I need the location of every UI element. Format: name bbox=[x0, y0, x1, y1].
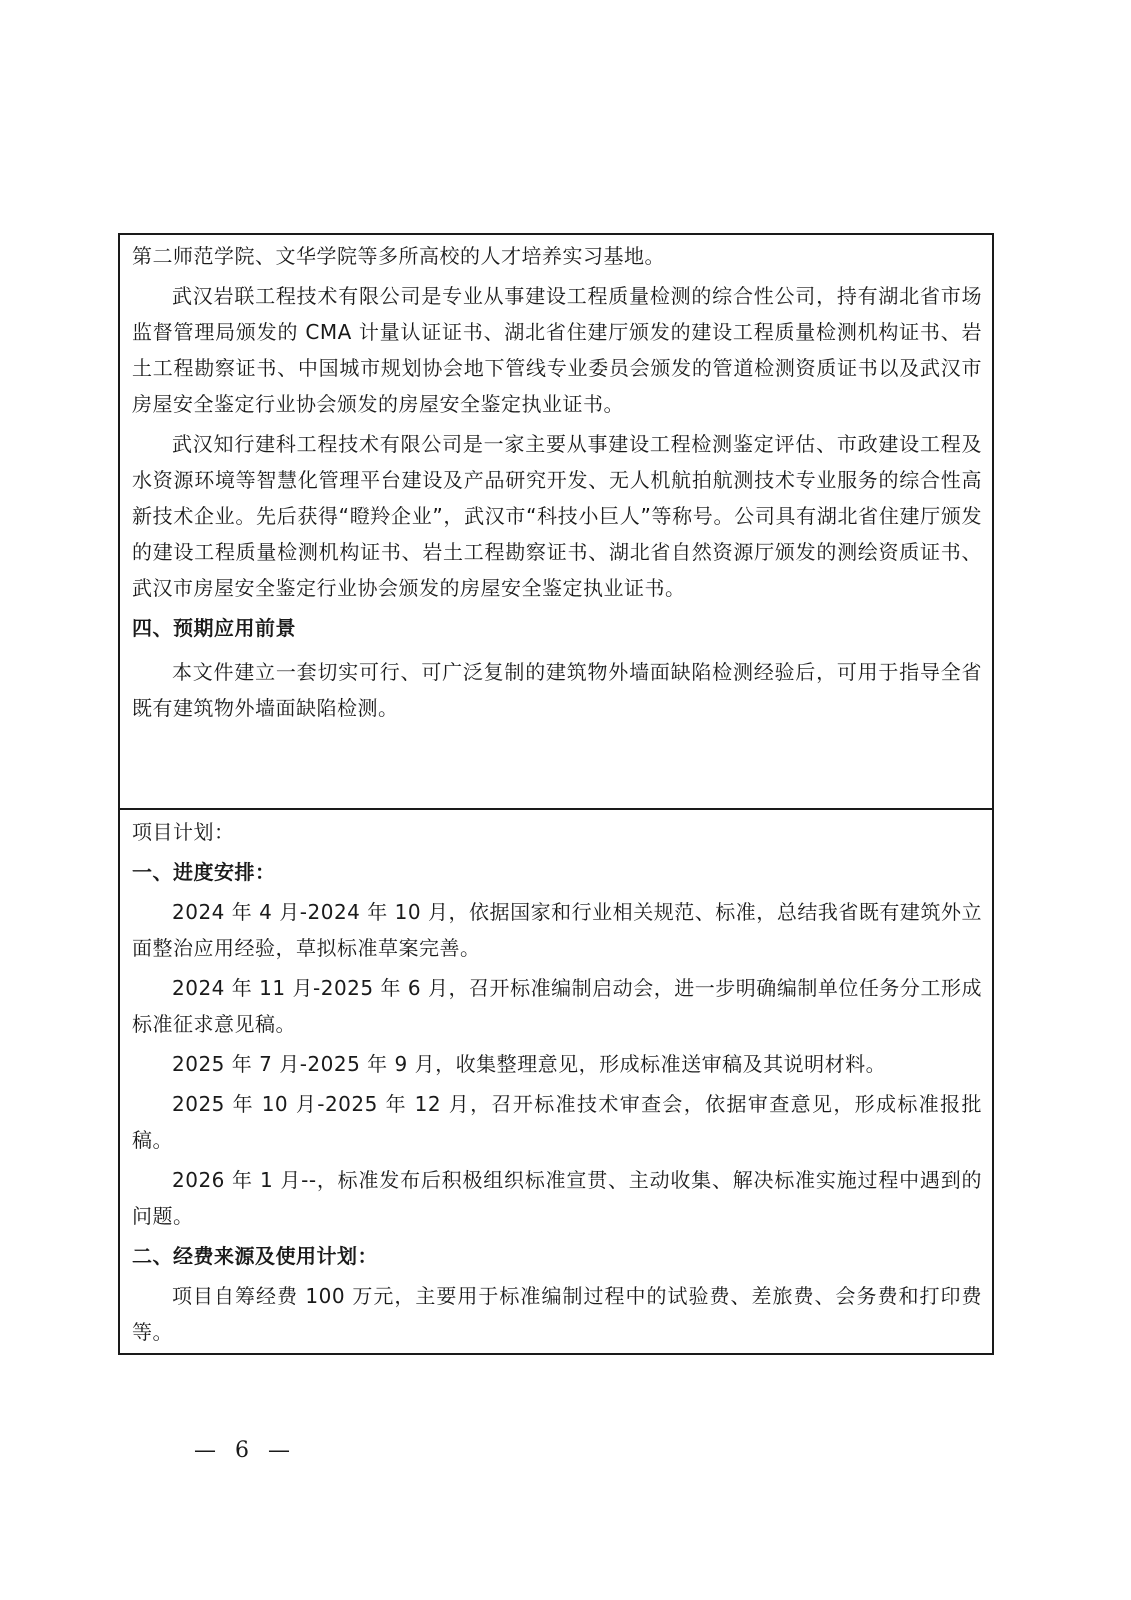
page-number: — 6 — bbox=[194, 1438, 296, 1463]
schedule-item-2: 2024 年 11 月-2025 年 6 月，召开标准编制启动会，进一步明确编制单位任务分工形成标准征求意见稿。 bbox=[132, 976, 982, 1036]
paragraph-zhixing-company: 武汉知行建科工程技术有限公司是一家主要从事建设工程检测鉴定评估、市政建设工程及水资源环境等智慧化管理平台建设及产品研究开发、无人机航拍航测技术专业服务的综合性高新技术企业。先后获得“瞪羚企业”，武汉市“科技小巨人”等称号。公司具有湖北省住建厅颁发的建设工程质量检测机构证书、岩土工程勘察证书、湖北省自然资源厅颁发的测绘资质证书、武汉市房屋安全鉴定行业协会颁发的房屋安全鉴定执业证书。 bbox=[132, 432, 982, 600]
paragraph-funding: 项目自筹经费 100 万元，主要用于标准编制过程中的试验费、差旅费、会务费和打印费等。 bbox=[132, 1284, 982, 1344]
organization-and-prospects-cell bbox=[120, 235, 992, 810]
label-project-plan: 项目计划： bbox=[132, 820, 235, 844]
schedule-item-5: 2026 年 1 月--，标准发布后积极组织标准宣贯、主动收集、解决标准实施过程中遇到的问题。 bbox=[132, 1168, 982, 1228]
form-table bbox=[118, 233, 994, 1355]
heading-expected-prospects: 四、预期应用前景 bbox=[132, 616, 296, 640]
heading-funding: 二、经费来源及使用计划： bbox=[132, 1244, 378, 1268]
schedule-item-1: 2024 年 4 月-2024 年 10 月，依据国家和行业相关规范、标准，总结我省既有建筑外立面整治应用经验，草拟标准草案完善。 bbox=[132, 900, 982, 960]
paragraph-application-prospects: 本文件建立一套切实可行、可广泛复制的建筑物外墙面缺陷检测经验后，可用于指导全省既有建筑物外墙面缺陷检测。 bbox=[132, 660, 982, 720]
paragraph-yanlian-company: 武汉岩联工程技术有限公司是专业从事建设工程质量检测的综合性公司，持有湖北省市场监督管理局颁发的 CMA 计量认证证书、湖北省住建厅颁发的建设工程质量检测机构证书、岩土工程勘察证书、中国城市规划协会地下管线专业委员会颁发的管道检测资质证书以及武汉市房屋安全鉴定行业协会颁发的房屋安全鉴定执业证书。 bbox=[132, 284, 982, 416]
heading-schedule: 一、进度安排： bbox=[132, 860, 276, 884]
schedule-item-3: 2025 年 7 月-2025 年 9 月，收集整理意见，形成标准送审稿及其说明材料。 bbox=[172, 1052, 887, 1076]
schedule-item-4: 2025 年 10 月-2025 年 12 月，召开标准技术审查会，依据审查意见，形成标准报批稿。 bbox=[132, 1092, 982, 1152]
project-plan-cell bbox=[120, 810, 992, 1353]
paragraph-training-base: 第二师范学院、文华学院等多所高校的人才培养实习基地。 bbox=[132, 244, 665, 268]
